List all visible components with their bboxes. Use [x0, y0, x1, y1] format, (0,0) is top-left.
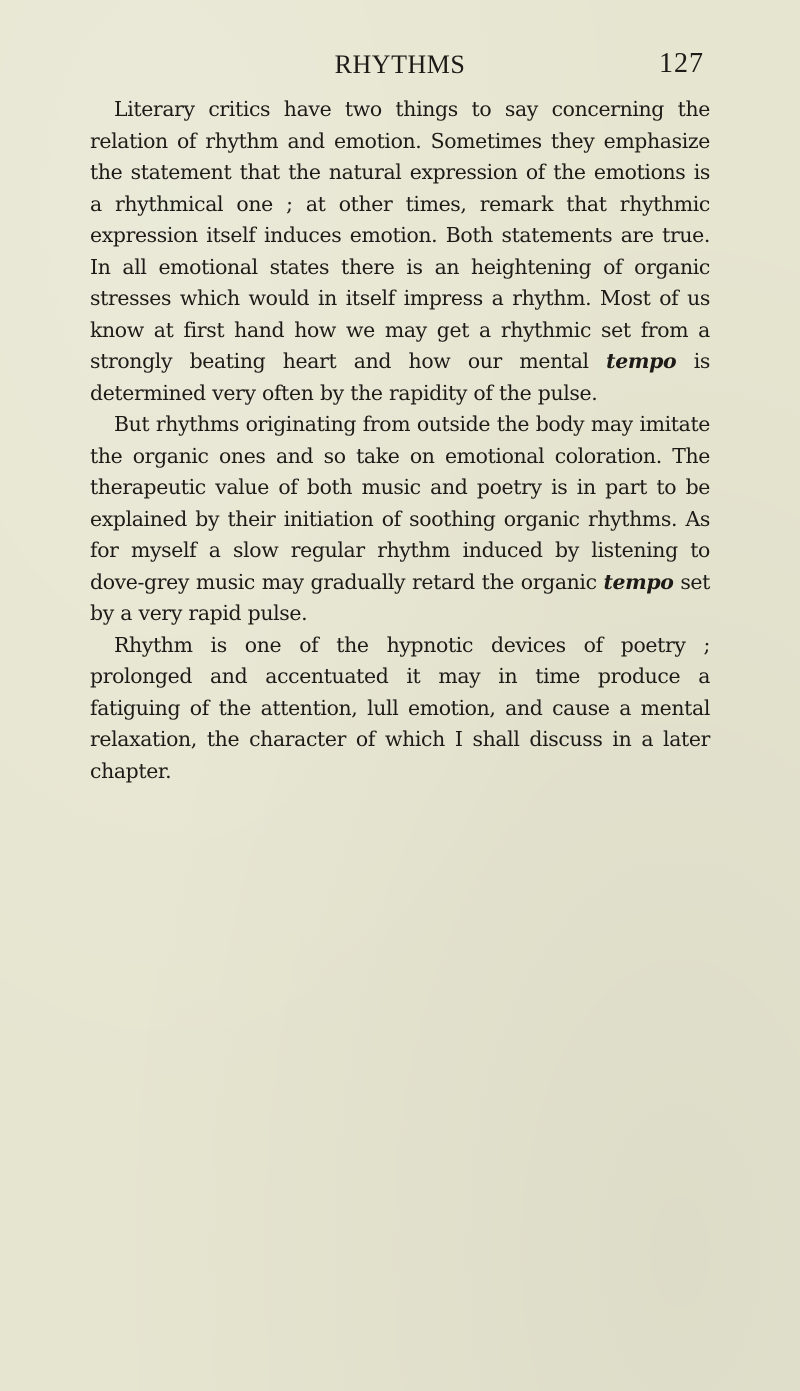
paragraph-1 — [90, 94, 710, 409]
paragraph-2 — [90, 409, 710, 630]
page-number: 127 — [659, 48, 704, 79]
paragraph-3 — [90, 630, 710, 788]
paragraph-text: But rhythms originating from outside the body may imitate the organic ones and so take on emotional coloration. The therapeutic value of both music and poetry is in part to be explained by their initiation of soothing organic rhythms. As for myself a slow regular rhythm induced by listening to dove-grey music may gradually retard the organic — [90, 412, 710, 594]
italic-term: tempo — [603, 569, 674, 594]
paragraph-text: is determined very often by the rapidity of the pulse. — [90, 349, 711, 405]
body-text — [90, 94, 710, 787]
running-head — [90, 44, 710, 84]
italic-term: tempo — [606, 349, 677, 373]
paragraph-text: Literary critics have two things to say concerning the relation of rhythm and emotion. Sometimes they emphasize the statement that the natural expression of the emotions is a rhythmical one ; at other times, remark that rhythmic expression itself induces emotion. Both statements are true. In all emotional states there is an heightening of organic stresses which would in itself impress a rhythm. Most of us know at first hand how we may get a rhythmic set from a strongly beating heart and how our mental — [90, 97, 710, 373]
paragraph-text: set by a very rapid pulse. — [90, 569, 710, 625]
chapter-title: RHYTHMS — [334, 50, 466, 79]
paragraph-text: Rhythm is one of the hypnotic devices of poetry ; prolonged and accentuated it may in time produce a fatiguing of the attention, lull emotion, and cause a mental relaxation, the character of which I shall discuss in a later chapter. — [90, 632, 710, 783]
